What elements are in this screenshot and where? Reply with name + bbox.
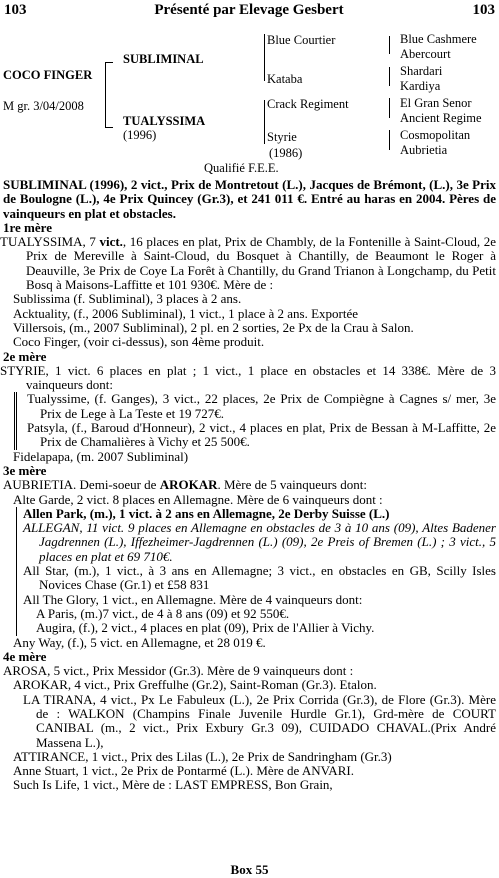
dam-dam-year: (1986) [269, 146, 303, 160]
produce-item: A Paris, (m.)7 vict., de 4 à 8 ans (09) et 92 550€. [36, 605, 290, 621]
sire-sire-sire: Blue Cashmere [400, 32, 477, 46]
produce-item: Any Way, (f.), 5 vict. en Allemagne, et 28 019 €. [13, 634, 266, 650]
produce-item: Allen Park, (m.), 1 vict. à 2 ans en Allemagne, 2e Derby Suisse (L.) [23, 505, 390, 521]
horse-name: COCO FINGER [3, 68, 93, 82]
dam-dam-dam: Aubrietia [400, 143, 448, 157]
fourth-dam-record: AROSA, 5 vict., Prix Messidor (Gr.3). Mère de 9 vainqueurs dont : [3, 663, 354, 679]
produce-item: Fidelapapa, (m. 2007 Subliminal) [13, 448, 189, 464]
second-dam-heading: 2e mère [3, 348, 47, 364]
dam-sire-dam: Ancient Regime [400, 111, 482, 125]
pedigree-bracket [264, 34, 265, 81]
produce-item: Patsyla, (f., Baroud d'Honneur), 2 vict., 4 places en plat, Prix de Bessan à M-Laffitte, 2e Prix de Chamalières à Vichy et 25 500€. [27, 420, 496, 450]
sire-dam-sire: Shardari [400, 64, 443, 78]
produce-item: Tualyssime, (f. Ganges), 3 vict., 22 places, 2e Prix de Compiègne à Cagnes s/ mer, 3e Prix de Lege à La Teste et 19 727€. [27, 391, 496, 421]
produce-item: Villersois, (m., 2007 Subliminal), 2 pl. en 2 sorties, 2e Px de la Crau à Salon. [13, 319, 414, 335]
produce-item: Alte Garde, 2 vict. 8 places en Allemagne. Mère de 6 vainqueurs dont : [13, 491, 383, 507]
dam-name: TUALYSSIMA [123, 114, 206, 128]
page-title: Présenté par Elevage Gesbert [154, 2, 344, 18]
third-dam-heading: 3e mère [3, 462, 47, 478]
dam-sire-sire: El Gran Senor [400, 96, 472, 110]
sire-sire-dam: Abercourt [400, 47, 451, 61]
sire-dam: Kataba [267, 72, 303, 86]
first-dam-heading: 1re mère [3, 219, 52, 235]
dam-year: (1996) [123, 128, 157, 142]
sire-description: SUBLIMINAL (1996), 2 vict., Prix de Montretout (L.), Jacques de Brémont, (L.), 3e Prix de Boulogne (L.), 4e Prix Quincey (Gr.3), et 241 011 €. Entré au haras en 2004. Pères de vainqueurs en plat et obstacles. [3, 177, 496, 221]
produce-item: Sublissima (f. Subliminal), 3 places à 2 ans. [13, 291, 242, 307]
second-dam-record: STYRIE, 1 vict. 6 places en plat ; 1 vict., 1 place en obstacles et 14 338€. Mère de 3 vainqueurs dont: [0, 362, 496, 393]
qualified-label: Qualifié F.E.E. [204, 161, 279, 175]
fourth-dam-heading: 4e mère [3, 648, 47, 664]
pedigree-bracket [105, 62, 113, 63]
produce-item: Augira, (f.), 2 vict., 4 places en plat (09), Prix de l'Allier à Vichy. [36, 620, 375, 636]
horse-info: M gr. 3/04/2008 [3, 99, 84, 113]
first-dam-record: TUALYSSIMA, 7 vict., 16 places en plat, Prix de Chambly, de la Fontenille à Saint-Cloud, 2e Prix de Mereville à Saint-Cloud, du Bosquet à Chantilly, de Beaumont le Roger à Deauville, 3e Prix de Coye La Forêt à Chantilly, du Grand Trianon à Longchamp, du Petit Bosq à Maisons-Laffitte et 101 930€. Mère de : [0, 234, 496, 293]
produce-item: Anne Stuart, 1 vict., 2e Prix de Pontarmé (L.). Mère de ANVARI. [13, 763, 354, 779]
produce-item: AROKAR, 4 vict., Prix Greffulhe (Gr.2), Saint-Roman (Gr.3). Etalon. [13, 677, 377, 693]
produce-item: All The Glory, 1 vict., en Allemagne. Mère de 4 vainqueurs dont: [23, 591, 363, 607]
pedigree-bracket [389, 130, 390, 150]
pedigree-bracket [264, 100, 265, 144]
footer-box-number: Box 55 [230, 862, 269, 877]
dam-dam: Styrie [267, 130, 297, 144]
second-dam-produce [14, 392, 499, 449]
dam-dam-sire: Cosmopolitan [400, 128, 471, 142]
sire-name: SUBLIMINAL [123, 52, 204, 66]
catalogue-body [0, 178, 499, 793]
pedigree-bracket [389, 67, 390, 86]
first-dam-name: TUALYSSIMA [0, 234, 83, 250]
pedigree-bracket [105, 62, 106, 128]
produce-item: Coco Finger, (voir ci-dessus), son 4ème produit. [13, 334, 265, 350]
pedigree-bracket [389, 36, 390, 54]
dam-sire: Crack Regiment [267, 97, 349, 111]
produce-item: All Star, (m.), 1 vict., à 3 ans en Allemagne; 3 vict., en obstacles en GB, Scilly Isles Novices Chase (Gr.1) et £58 831 [23, 563, 496, 593]
sire-sire: Blue Courtier [267, 33, 336, 47]
pedigree-bracket [105, 127, 113, 128]
alte-garde-produce [16, 507, 499, 636]
page-number-right: 103 [472, 2, 495, 18]
page-number-left: 103 [4, 2, 27, 18]
pedigree-bracket [389, 98, 390, 118]
produce-item: Acktuality, (f., 2006 Subliminal), 1 vict., 1 place à 2 ans. Exportée [13, 305, 359, 321]
produce-item: Such Is Life, 1 vict., Mère de : LAST EMPRESS, Bon Grain, [13, 777, 333, 793]
produce-item: ATTIRANCE, 1 vict., Prix des Lilas (L.), 2e Prix de Sandringham (Gr.3) [13, 748, 392, 764]
produce-item: LA TIRANA, 4 vict., Px Le Fabuleux (L.), 2e Prix Corrida (Gr.3), de Flore (Gr.3). Mère de : WALKON (Champins Finale Juvenile Hurdle Gr.1), Grd-mère de COURT CANIBAL (m., 2 vict., Prix Exbury Gr.3 09), CUIDADO CHAVAL.(Prix André Massena L.), [23, 691, 496, 750]
produce-item: ALLEGAN, 11 vict. 9 places en Allemagne en obstacles de 3 à 10 ans (09), Altes Badener Jagdrennen (L.), Iffezheimer-Jagdrennen (L.) (09), 2e Preis of Bremen (L.) ; 3 vict., 5 places en plat et 69 710€. [23, 520, 496, 564]
sire-dam-dam: Kardiya [400, 79, 441, 93]
third-dam-record: AUBRIETIA. Demi-soeur de AROKAR. Mère de 5 vainqueurs dont: [3, 477, 367, 493]
